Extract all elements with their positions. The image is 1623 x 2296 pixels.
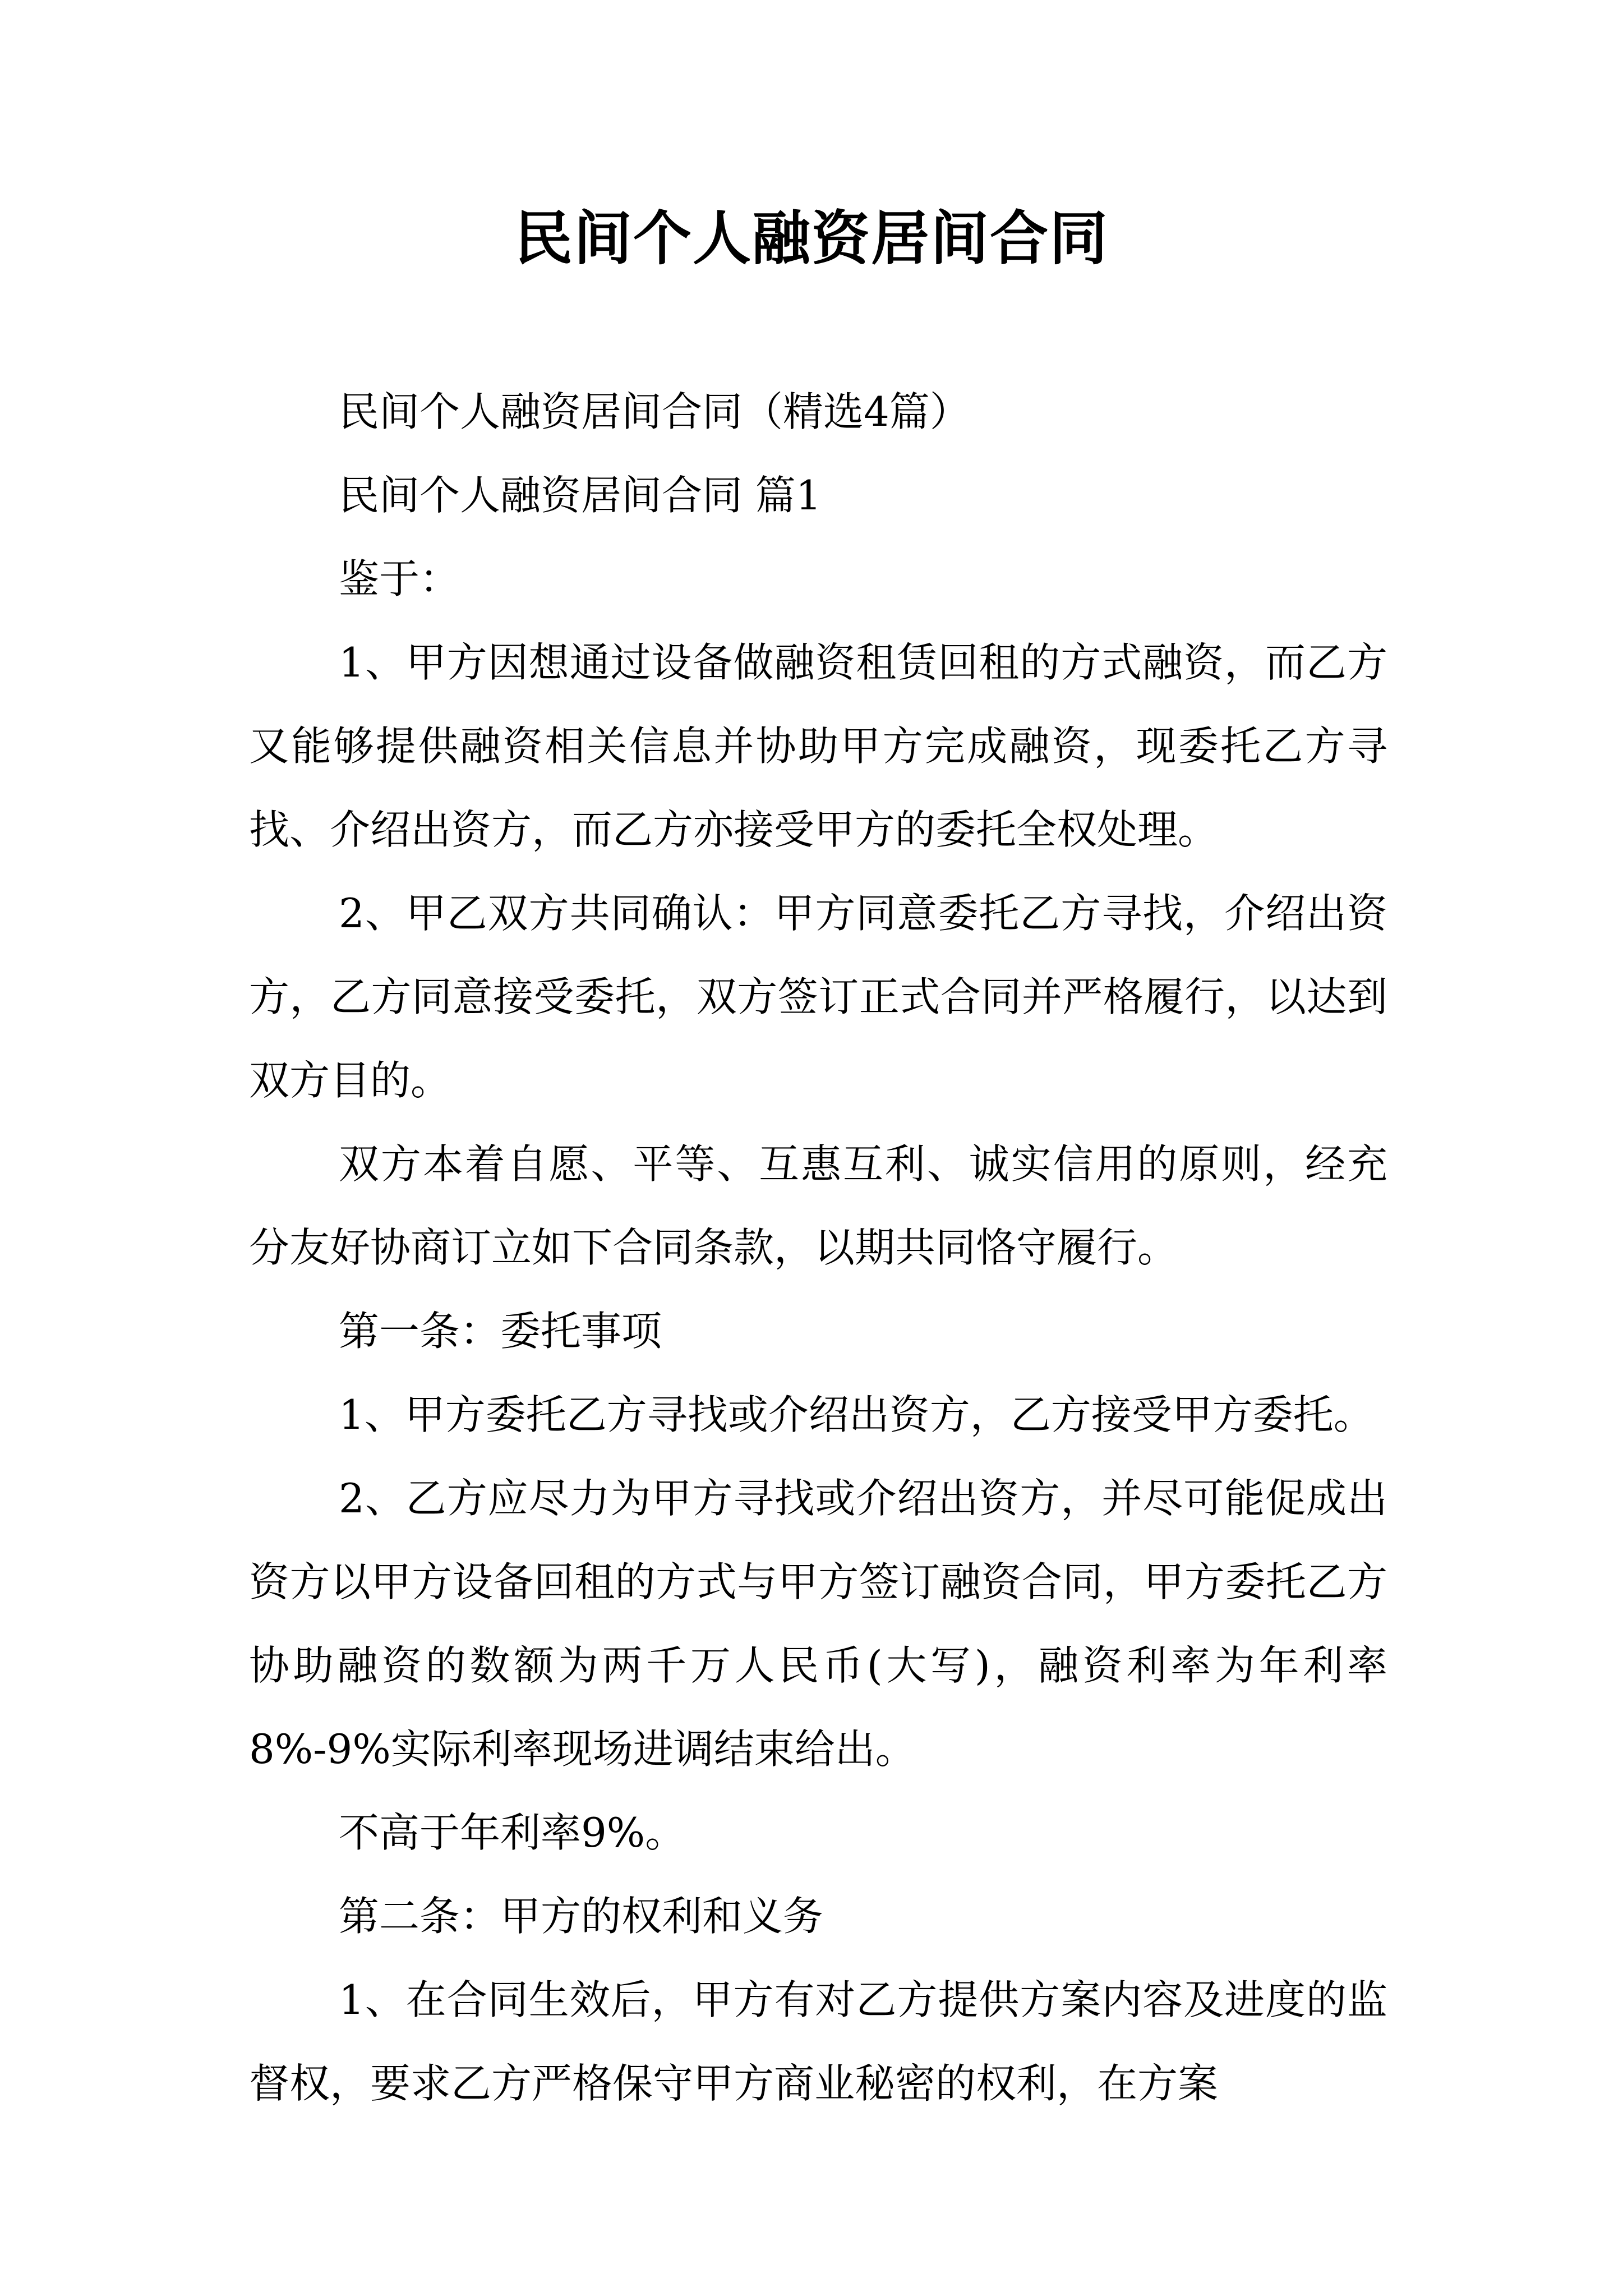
document-title: 民间个人融资居间合同 [514,204,1109,273]
paragraph-whereas-1: 1、甲方因想通过设备做融资租赁回租的方式融资，而乙方又能够提供融资相关信息并协助甲方完成融资，现委托乙方寻找、介绍出资方，而乙方亦接受甲方的委托全权处理。 [249,639,1387,853]
paragraph-rate-cap: 不高于年利率9%。 [339,1809,686,1856]
document-body [249,370,1387,2125]
paragraph-section-heading: 民间个人融资居间合同 篇1 [339,472,822,519]
paragraph-article-1-item-2: 2、乙方应尽力为甲方寻找或介绍出资方，并尽可能促成出资方以甲方设备回租的方式与甲方签订融资合同，甲方委托乙方协助融资的数额为两千万人民币(大写)，融资利率为年利率8%-9%实际利率现场进调结束给出。 [249,1475,1387,1773]
paragraph-principle: 双方本着自愿、平等、互惠互利、诚实信用的原则，经充分友好协商订立如下合同条款，以期共同恪守履行。 [249,1140,1387,1271]
paragraph-article-1-item-1: 1、甲方委托乙方寻找或介绍出资方，乙方接受甲方委托。 [339,1391,1374,1438]
paragraph-article-1-heading: 第一条：委托事项 [339,1308,662,1355]
paragraph-article-2-heading: 第二条：甲方的权利和义务 [339,1893,824,1940]
paragraph-subtitle: 民间个人融资居间合同（精选4篇） [339,388,970,435]
paragraph-article-2-item-1: 1、在合同生效后，甲方有对乙方提供方案内容及进度的监督权，要求乙方严格保守甲方商业秘密的权利，在方案 [249,1976,1387,2107]
paragraph-whereas: 鉴于： [339,555,460,602]
paragraph-whereas-2: 2、甲乙双方共同确认：甲方同意委托乙方寻找，介绍出资方，乙方同意接受委托，双方签订正式合同并严格履行，以达到双方目的。 [249,890,1387,1104]
